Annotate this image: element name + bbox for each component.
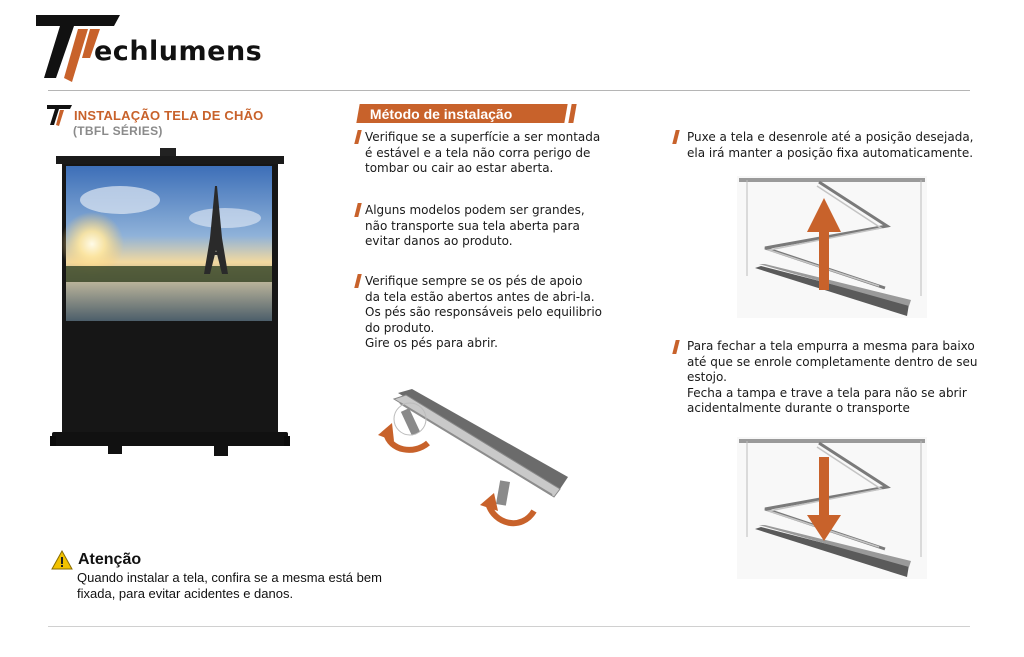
warning-line: Quando instalar a tela, confira se a mesma está bem [77,570,382,585]
screen-close-illustration [737,437,927,579]
footer-divider [48,626,970,627]
step-bullet [354,130,361,144]
product-title: INSTALAÇÃO TELA DE CHÃO [74,108,264,123]
method-step-2: Alguns modelos podem ser grandes, não transporte sua tela aberta para evitar danos ao produto. [365,203,585,249]
method-step-1: Verifique se a superfície a ser montada é estável e a tela não corra perigo de tombar ou cair ao estar aberta. [365,130,601,176]
method-banner-label: Método de instalação [369,106,513,122]
method-step-3: Verifique sempre se os pés de apoio da tela estão abertos antes de abri-la. Os pés são responsáveis pelo equilibrio do produto. Gire os pés para abrir. [365,274,603,351]
product-subtitle: (TBFL SÉRIES) [73,124,163,138]
step-bullet [672,130,679,144]
warning-line: fixada, para evitar acidentes e danos. [77,585,294,601]
floor-screen-illustration [50,148,290,464]
banner-accent [568,104,576,123]
usage-close-text: Para fechar a tela empurra a mesma para baixo até que se enrole completamente dentro de seu estojo. Fecha a tampa e trave a tela para não se abrir acidentalmente durante o transporte [687,339,978,416]
feet-rotation-illustration [376,385,576,535]
warning-title: Atenção [78,551,142,568]
header-divider [48,90,970,91]
warning-text [77,570,382,601]
step-bullet [354,274,361,288]
brand-logo [34,12,334,84]
brand-name: echlumens [94,36,263,67]
screen-open-illustration [737,176,927,318]
step-bullet [672,340,679,354]
method-banner [356,104,567,123]
warning-icon [51,550,73,570]
step-bullet [354,203,361,217]
small-logo-icon [47,104,73,126]
usage-open-text: Puxe a tela e desenrole até a posição desejada, ela irá manter a posição fixa automaticamente. [687,130,974,160]
